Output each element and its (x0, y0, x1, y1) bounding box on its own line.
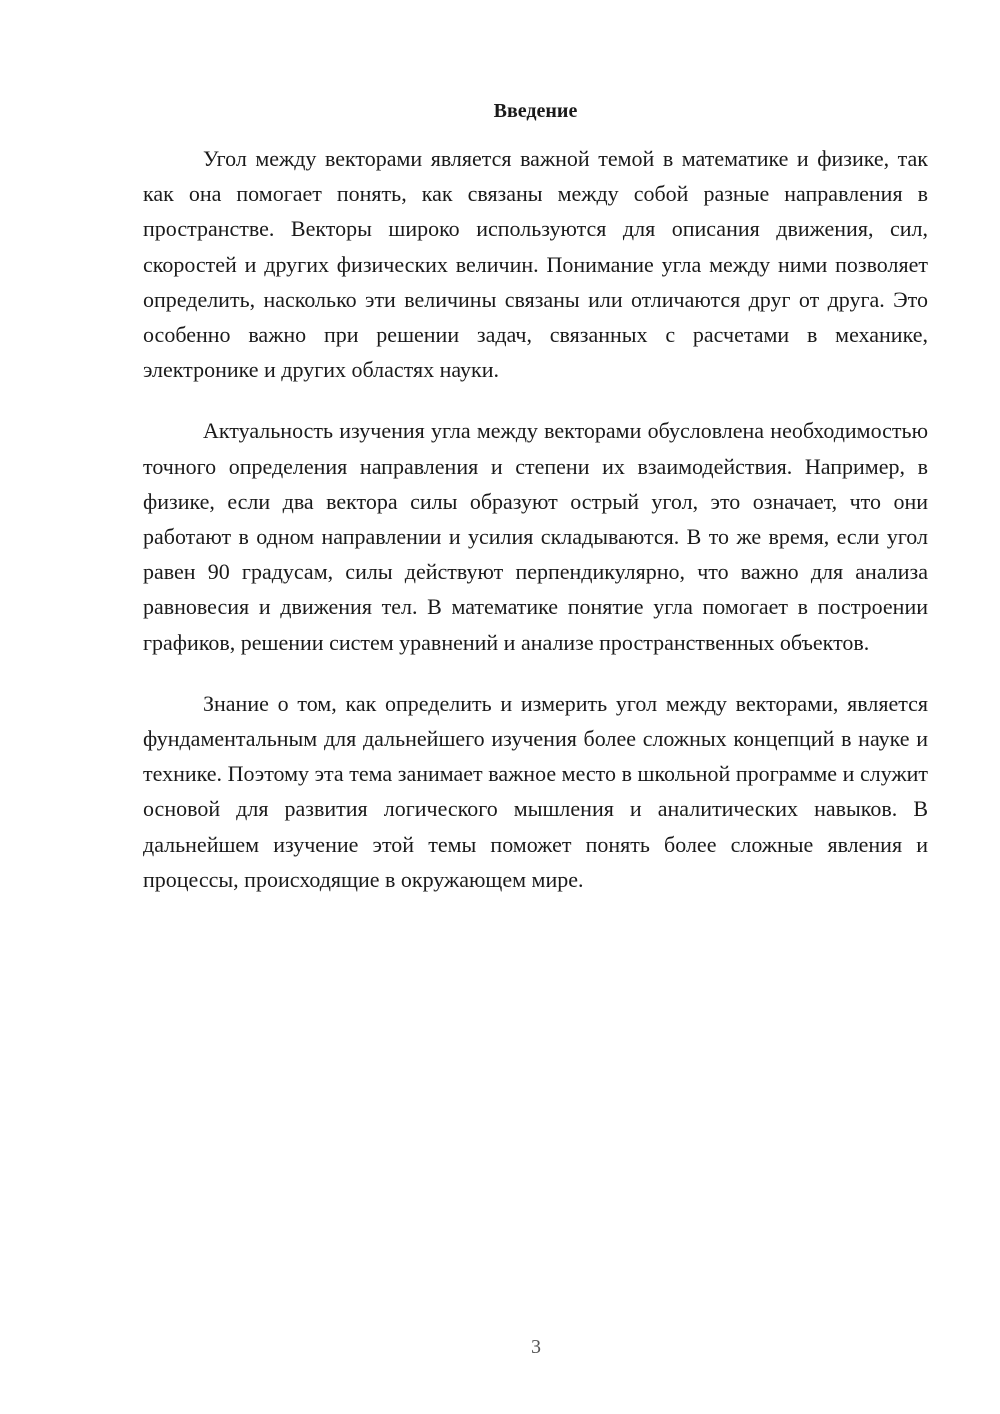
paragraph-3: Знание о том, как определить и измерить угол между векторами, является фундаментальным для дальнейшего изучения более сложных концепций в науке и технике. Поэтому эта тема занимает важное место в школьной программе и служит основой для развития логического мышления и аналитических навыков. В дальнейшем изучение этой темы поможет понять более сложные явления и процессы, происходящие в окружающем мире. (143, 690, 928, 892)
body-text (143, 141, 928, 897)
page-number: 3 (531, 1336, 541, 1358)
paragraph-1: Угол между векторами является важной темой в математике и физике, так как она помогает понять, как связаны между собой разные направления в пространстве. Векторы широко используются для описания движения, сил, скоростей и других физических величин. Понимание угла между ними позволяет определить, насколько эти величины связаны или отличаются друг от друга. Это особенно важно при решении задач, связанных с расчетами в механике, электронике и других областях науки. (143, 146, 928, 383)
page-title: Введение (493, 100, 578, 122)
paragraph-2: Актуальность изучения угла между векторами обусловлена необходимостью точного определения направления и степени их взаимодействия. Например, в физике, если два вектора силы образуют острый угол, это означает, что они работают в одном направлении и усилия складываются. В то же время, если угол равен 90 градусам, силы действуют перпендикулярно, что важно для анализа равновесия и движения тел. В математике понятие угла помогает в построении графиков, решении систем уравнений и анализе пространственных объектов. (143, 418, 928, 655)
